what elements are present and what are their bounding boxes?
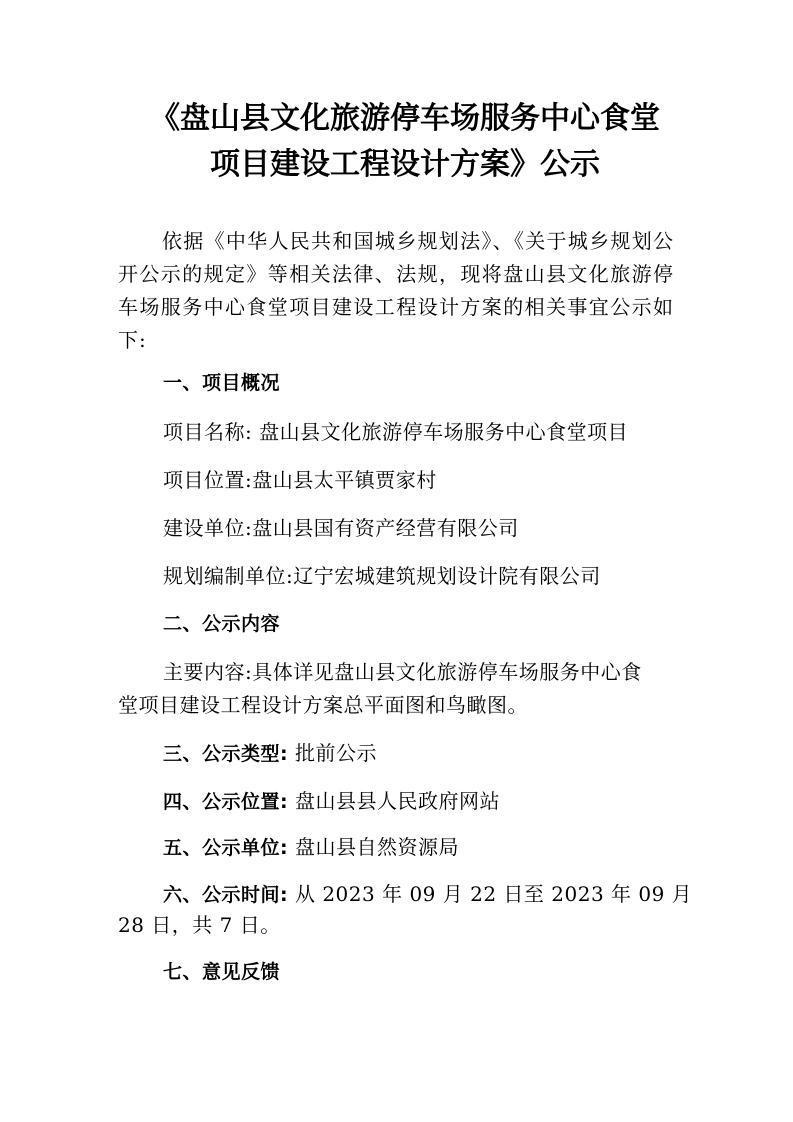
section-3 xyxy=(163,737,377,771)
document-title xyxy=(150,96,690,188)
main-content-line-1: 主要内容:具体详见盘山县文化旅游停车场服务中心食 xyxy=(163,660,642,684)
builder-unit: 建设单位:盘山县国有资产经营有限公司 xyxy=(163,516,519,540)
section-4-value: 盘山县县人民政府网站 xyxy=(294,789,500,813)
section-2-heading: 二、公示内容 xyxy=(163,613,281,635)
section-4 xyxy=(163,785,500,819)
project-location: 项目位置:盘山县太平镇贾家村 xyxy=(163,468,437,492)
planning-unit: 规划编制单位:辽宁宏城建筑规划设计院有限公司 xyxy=(163,564,601,588)
section-6-value-line-2: 28 日，共 7 日。 xyxy=(118,913,281,937)
title-line-1: 《盘山县文化旅游停车场服务中心食堂 xyxy=(150,101,660,136)
project-name: 项目名称: 盘山县文化旅游停车场服务中心食堂项目 xyxy=(163,420,629,444)
section-6-value-line-1: 从 2023 年 09 月 22 日至 2023 年 09 月 xyxy=(294,882,693,906)
title-line-2: 项目建设工程设计方案》公示 xyxy=(210,147,600,182)
main-content-line-2: 堂项目建设工程设计方案总平面图和鸟瞰图。 xyxy=(118,693,528,717)
intro-paragraph: 依据《中华人民共和国城乡规划法》、《关于城乡规划公开公示的规定》等相关法律、法规，现将盘山县文化旅游停车场服务中心食堂项目建设工程设计方案的相关事宜公示如下: xyxy=(118,229,674,352)
section-4-label: 四、公示位置: xyxy=(163,791,289,813)
section-5 xyxy=(163,831,459,865)
section-6 xyxy=(163,878,692,912)
section-5-label: 五、公示单位: xyxy=(163,837,289,859)
section-5-value: 盘山县自然资源局 xyxy=(294,835,459,859)
section-6-label: 六、公示时间: xyxy=(163,884,289,906)
section-7-heading: 七、意见反馈 xyxy=(163,961,281,983)
section-1-heading: 一、项目概况 xyxy=(163,372,281,394)
section-3-label: 三、公示类型: xyxy=(163,743,289,765)
section-3-value: 批前公示 xyxy=(294,741,377,765)
